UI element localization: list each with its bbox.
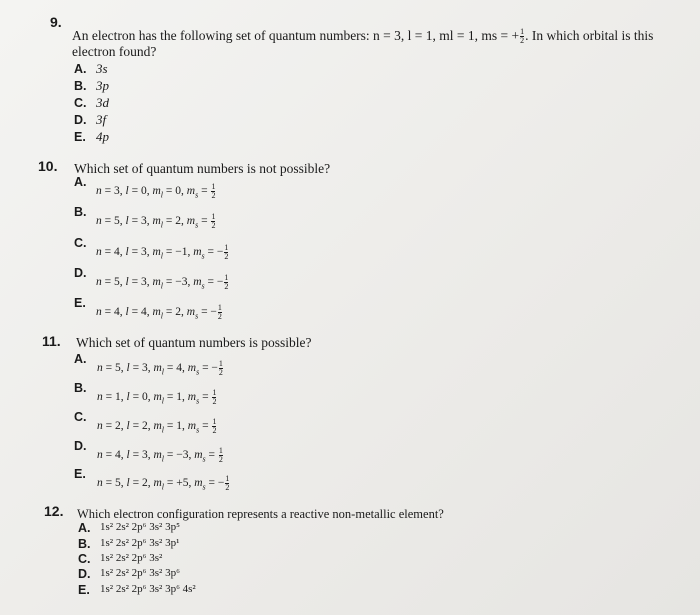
- q9-option-b-letter[interactable]: B.: [74, 79, 87, 93]
- question-12-number: 12.: [44, 503, 64, 519]
- q11-option-d-quantum-numbers[interactable]: n = 4, l = 3, $m_l = -3$, $m_s$ = $\frac{1}{2}$: [97, 446, 223, 464]
- question-9-stem-part1: An electron has the following set of quantum numbers: n = 3, l = 1, ml = 1, ms = +: [72, 28, 520, 43]
- q9-option-a-letter[interactable]: A.: [74, 62, 87, 76]
- q10-option-b-quantum-numbers[interactable]: n = 5, l = 3, $m_l = 2$, $m_s$ = $\frac{1}{2}$: [96, 212, 216, 230]
- q12-option-e-letter[interactable]: E.: [78, 583, 90, 597]
- q12-option-e-configuration[interactable]: 1s² 2s² 2p⁶ 3s² 3p⁶ 4s²: [100, 583, 196, 595]
- q11-option-b-letter[interactable]: B.: [74, 381, 87, 395]
- q10-option-e-quantum-numbers[interactable]: n = 4, l = 4, $m_l = 2$, $m_s$ = − $\frac{1}{2}$: [96, 303, 222, 321]
- q10-option-c-quantum-numbers[interactable]: n = 4, l = 3, $m_l = -1$, $m_s$ = − $\frac{1}{2}$: [96, 243, 229, 261]
- q12-option-a-letter[interactable]: A.: [78, 521, 91, 535]
- q11-option-c-quantum-numbers[interactable]: n = 2, l = 2, $m_l = 1$, $m_s$ = $\frac{1}{2}$: [97, 417, 217, 435]
- q11-option-a-letter[interactable]: A.: [74, 352, 87, 366]
- q11-option-e-quantum-numbers[interactable]: n = 5, l = 2, $m_l = +5$, $m_s$ = − $\frac{1}{2}$: [97, 474, 230, 492]
- q12-option-d-letter[interactable]: D.: [78, 567, 91, 581]
- q12-option-c-configuration[interactable]: 1s² 2s² 2p⁶ 3s²: [100, 552, 163, 564]
- question-11-number: 11.: [42, 333, 61, 349]
- q12-option-d-configuration[interactable]: 1s² 2s² 2p⁶ 3s² 3p⁶: [100, 567, 180, 579]
- question-10-number: 10.: [38, 158, 58, 174]
- q11-option-e-letter[interactable]: E.: [74, 467, 86, 481]
- q10-option-d-quantum-numbers[interactable]: n = 5, l = 3, $m_l = -3$, $m_s$ = − $\frac{1}{2}$: [96, 273, 229, 291]
- q11-option-b-quantum-numbers[interactable]: n = 1, l = 0, $m_l = 1$, $m_s$ = $\frac{1}{2}$: [97, 388, 217, 406]
- question-9-number: 9.: [50, 14, 62, 30]
- q9-option-c-text[interactable]: 3d: [96, 95, 109, 110]
- question-9-stem: An electron has the following set of quantum numbers: n = 3, l = 1, ml = 1, ms = + $\frac{1}{2}$ . In which orbital is this: [72, 27, 654, 46]
- q12-option-b-letter[interactable]: B.: [78, 537, 91, 551]
- question-9-stem-part2: . In which orbital is this: [525, 28, 654, 43]
- q11-option-c-letter[interactable]: C.: [74, 410, 87, 424]
- q10-option-e-letter[interactable]: E.: [74, 296, 86, 310]
- q11-option-d-letter[interactable]: D.: [74, 439, 87, 453]
- q10-option-b-letter[interactable]: B.: [74, 205, 87, 219]
- q12-option-c-letter[interactable]: C.: [78, 552, 91, 566]
- q9-option-a-text[interactable]: 3s: [96, 61, 108, 76]
- q10-option-a-quantum-numbers[interactable]: n = 3, l = 0, $m_l = 0$, $m_s$ = $\frac{1}{2}$: [96, 182, 216, 200]
- q12-option-b-configuration[interactable]: 1s² 2s² 2p⁶ 3s² 3p¹: [100, 537, 180, 549]
- q10-option-c-letter[interactable]: C.: [74, 236, 87, 250]
- q12-option-a-configuration[interactable]: 1s² 2s² 2p⁶ 3s² 3p⁵: [100, 521, 180, 533]
- q9-option-e-text[interactable]: 4p: [96, 129, 109, 144]
- question-10-stem: Which set of quantum numbers is not possible?: [74, 161, 331, 176]
- q9-option-e-letter[interactable]: E.: [74, 130, 86, 144]
- q9-option-d-text[interactable]: 3f: [96, 112, 107, 127]
- q9-option-c-letter[interactable]: C.: [74, 96, 87, 110]
- q9-option-b-text[interactable]: 3p: [96, 78, 109, 93]
- q10-option-a-letter[interactable]: A.: [74, 175, 87, 189]
- question-9-stem-line2: electron found?: [72, 44, 157, 59]
- q11-option-a-quantum-numbers[interactable]: n = 5, l = 3, $m_l = 4$, $m_s$ = − $\frac{1}{2}$: [97, 359, 223, 377]
- question-12-stem: Which electron configuration represents a reactive non-metallic element?: [77, 507, 444, 521]
- q10-option-d-letter[interactable]: D.: [74, 266, 87, 280]
- question-11-stem: Which set of quantum numbers is possible?: [76, 335, 312, 350]
- q9-option-d-letter[interactable]: D.: [74, 113, 87, 127]
